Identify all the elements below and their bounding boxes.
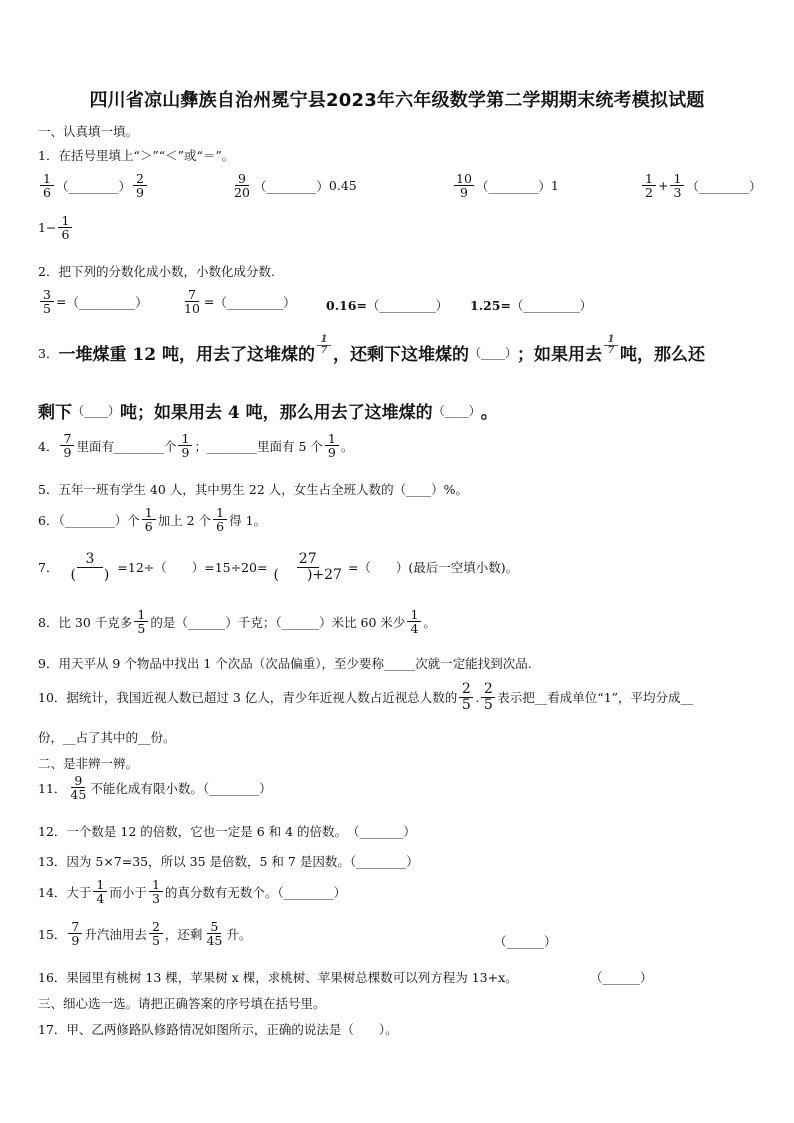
q1-item-2	[230, 172, 357, 199]
question-7	[38, 552, 518, 582]
section-heading: 三、细心选一选。请把正确答案的序号填在括号里。	[38, 996, 326, 1011]
decimal-value: 1.25=	[470, 297, 511, 313]
fraction: $\frac{3}{( )}$	[70, 551, 110, 583]
question-text: 一堆煤重 12 吨，用去了这堆煤的	[58, 345, 315, 365]
question-text: 不能化成有限小数。（________）	[90, 780, 272, 796]
question-text: ，还剩下这堆煤的	[332, 345, 469, 365]
question-text: 里面有________个	[76, 438, 177, 454]
q1-item-1	[38, 172, 149, 199]
fraction: $\frac{7}{10}$	[184, 287, 200, 317]
question-text: 表示把__看成单位“1”，平均分成__	[497, 690, 694, 706]
fraction: $\frac{1}{6}$	[213, 506, 227, 533]
question-number: 15．	[38, 926, 67, 942]
fraction: $\frac{1}{9}$	[178, 432, 192, 459]
question-13: 13．因为 5×7=35，所以 35 是倍数，5 和 7 是因数。（________）	[38, 854, 419, 869]
question-text: 6．（________）个	[38, 512, 140, 528]
q2-item-2	[180, 288, 296, 315]
fraction: $\frac{1}{2}$	[642, 172, 656, 199]
answer-blank[interactable]: （______）	[590, 970, 653, 985]
question-1-label: 1．在括号里填上“＞”“＜”或“＝”。	[38, 148, 235, 163]
q1-item-4	[640, 172, 762, 199]
q1-item-4-tail	[38, 214, 74, 241]
question-17: 17．甲、乙两修路队修路情况如图所示，正确的说法是（ ）。	[38, 1022, 398, 1037]
question-text: .	[475, 689, 480, 705]
question-text: 加上 2 个	[157, 512, 212, 528]
answer-blank[interactable]: （________）	[56, 178, 132, 194]
q2-item-4	[470, 296, 592, 314]
value: 0.45	[328, 178, 357, 194]
expression-prefix: 1−	[38, 220, 57, 236]
question-10-line-1	[38, 682, 693, 712]
fraction: $\frac{3}{5}$	[40, 288, 54, 315]
fraction: $\frac{2}{9}$	[133, 172, 147, 199]
question-text: 8．比 30 千克多	[38, 614, 133, 630]
decimal-value: 0.16=	[326, 297, 367, 313]
question-8	[38, 608, 436, 635]
question-6	[38, 506, 266, 533]
fraction: $\frac{2}{5}$	[459, 682, 473, 712]
question-15	[38, 920, 251, 947]
question-text: 吨；如果用去 4 吨，那么用去了这堆煤的	[120, 403, 433, 423]
fraction: $\frac{5}{45}$	[206, 919, 223, 949]
fraction: $\frac{9}{20}$	[234, 171, 250, 201]
answer-blank[interactable]: （________）	[253, 178, 329, 194]
question-11	[38, 774, 272, 801]
answer-blank[interactable]: （_________）	[66, 294, 148, 310]
equals-sign: =	[203, 294, 215, 310]
question-4	[38, 432, 353, 459]
question-text: 10．据统计，我国近视人数已超过 3 亿人，青少年近视人数占近视总人数的	[38, 690, 458, 706]
question-text: 而小于	[109, 884, 147, 900]
question-text: 剩下	[38, 403, 72, 423]
answer-blank[interactable]: （______）	[494, 934, 557, 949]
answer-blank[interactable]: （_________）	[214, 294, 296, 310]
page-title: 四川省凉山彝族自治州冕宁县2023年六年级数学第二学期期末统考模拟试题	[89, 90, 705, 111]
fraction: $\frac{1}{7}$	[604, 335, 618, 357]
question-text: =12÷（ ）=15÷20=	[117, 560, 268, 576]
question-text: 。	[480, 403, 498, 423]
answer-blank[interactable]: （____）	[72, 404, 121, 418]
answer-blank[interactable]: （________）	[475, 178, 551, 194]
question-number: 7．	[38, 560, 59, 576]
fraction: $\frac{7}{9}$	[68, 920, 82, 947]
fraction: $\frac{1}{6}$	[40, 172, 54, 199]
question-14	[38, 878, 346, 905]
question-text: 的是（______）千克；（______）米比 60 米少	[150, 614, 406, 630]
question-text: 升。	[226, 926, 252, 942]
fraction: $\frac{1}{3}$	[149, 878, 163, 905]
question-2-label: 2．把下列的分数化成小数，小数化成分数.	[38, 264, 275, 279]
fraction: $\frac{1}{9}$	[325, 432, 339, 459]
question-text: ，还剩	[164, 926, 203, 942]
section-heading: 一、认真填一填。	[38, 124, 139, 139]
fraction: $\frac{1}{5}$	[134, 608, 148, 635]
question-text: 的真分数有无数个。（________）	[164, 884, 347, 900]
question-text: 升汽油用去	[84, 926, 147, 942]
question-5: 5．五年一班有学生 40 人，其中男生 22 人，女生占全班人数的（____）%。	[38, 482, 469, 497]
fraction: $\frac{9}{45}$	[70, 773, 87, 803]
question-number: 3．	[38, 345, 59, 361]
fraction: $\frac{27}{( )+27}$	[273, 551, 342, 583]
question-text: =（ ）(最后一空填小数)。	[347, 560, 519, 576]
question-text: 得 1。	[229, 512, 267, 528]
question-text: 14．大于	[38, 884, 92, 900]
answer-blank[interactable]: （____）	[468, 346, 517, 360]
question-text: ；________里面有 5 个	[194, 438, 323, 454]
plus-sign: +	[658, 178, 669, 194]
answer-blank[interactable]: （________）	[686, 178, 762, 194]
value: 1	[550, 178, 559, 194]
fraction: $\frac{10}{9}$	[456, 171, 472, 201]
fraction: $\frac{1}{4}$	[93, 878, 107, 905]
question-9: 9．用天平从 9 个物品中找出 1 个次品（次品偏重），至少要称_____次就一定能找到次品.	[38, 656, 532, 671]
question-number: 11．	[38, 780, 67, 796]
question-3-line-2	[38, 398, 498, 423]
fraction: $\frac{1}{3}$	[670, 172, 684, 199]
section-heading: 二、是非辨一辨。	[38, 756, 139, 771]
question-12: 12．一个数是 12 的倍数，它也一定是 6 和 4 的倍数。 （_______）	[38, 824, 416, 839]
answer-blank[interactable]: （_________）	[510, 298, 593, 313]
question-3-line-1	[38, 333, 705, 365]
q2-item-3	[326, 296, 448, 314]
q2-item-1	[38, 288, 148, 315]
fraction: $\frac{2}{5}$	[149, 920, 163, 947]
q1-item-3	[452, 172, 559, 199]
question-text: 。	[423, 614, 436, 630]
fraction: $\frac{1}{7}$	[317, 335, 331, 357]
fraction: $\frac{1}{4}$	[407, 608, 421, 635]
equals-sign: =	[56, 294, 67, 310]
fraction: $\frac{2}{5}$	[481, 682, 495, 712]
question-text: ；如果用去	[516, 345, 602, 365]
answer-blank[interactable]: （____）	[432, 404, 481, 418]
fraction: $\frac{7}{9}$	[60, 432, 74, 459]
fraction: $\frac{1}{6}$	[142, 506, 156, 533]
fraction: $\frac{1}{6}$	[58, 214, 72, 241]
question-number: 4．	[38, 438, 59, 454]
question-10-line-2: 份，__占了其中的__份。	[38, 730, 176, 745]
question-16: 16．果园里有桃树 13 棵，苹果树 x 棵，求桃树、苹果树总棵数可以列方程为 13+x。	[38, 970, 518, 985]
answer-blank[interactable]: （_________）	[366, 298, 449, 313]
question-text: 吨，那么还	[619, 345, 705, 365]
question-text: 。	[340, 438, 354, 454]
